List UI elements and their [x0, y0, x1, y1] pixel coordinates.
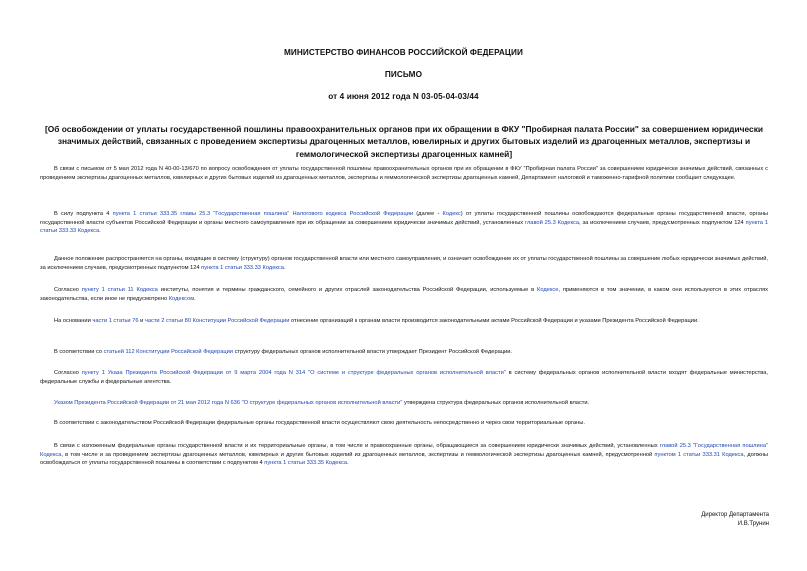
signature-block [701, 511, 769, 528]
paragraph-text: , должны освобождаться от уплаты государственной пошлины в соответствии с подпунктом 4 [40, 451, 769, 467]
paragraph-5 [40, 317, 768, 326]
paragraph-8 [40, 399, 768, 408]
link-constitution-article-80[interactable]: части 2 статьи 80 Конституции Российской Федерации [144, 318, 290, 324]
paragraph-text: На основании [54, 318, 93, 324]
link-constitution-article-112[interactable]: статьей 112 Конституции Российской Федерации [103, 349, 233, 355]
paragraph-text: В связи с изложенным федеральные органы государственной власти и их территориальные органы, в том числе и правоохранные органы, обращающиеся за совершением юридически значимых действий, установленных [54, 443, 660, 449]
link-article-333-33[interactable]: пункта 1 статьи 333.33 Кодекса [40, 219, 768, 235]
document-type: ПИСЬМО [384, 70, 423, 79]
link-constitution-article-76[interactable]: части 1 статьи 76 [92, 318, 139, 324]
paragraph-text: ) от уплаты государственной пошлины освобождаются федеральные органы государственной власти, органы государственной власти субъектов Российской Федерации и органы местного самоуправления при их обращении за совершением юридически значимых действий, установленных [40, 211, 769, 226]
signer-name: И.В.Трунин [737, 520, 769, 527]
paragraph-text: . [194, 295, 196, 302]
paragraph-text: институты, понятия и термины гражданского, семейного и других отраслей законодательства Российской Федерации, используемые в [157, 287, 537, 293]
link-code[interactable]: Кодексом [168, 295, 195, 302]
paragraph-text: в систему федеральных органов исполнительной власти входят федеральные министерства, федеральные службы и федеральные агентства. [40, 370, 768, 385]
link-decree-636[interactable]: Указом Президента Российской Федерации от 21 мая 2012 года N 636 "О структуре федеральных органов исполнительной власти" [54, 400, 403, 406]
paragraph-text: утверждена структура федеральных органов исполнительной власти. [402, 400, 590, 406]
paragraph-3 [40, 255, 768, 272]
paragraph-text: отнесение организаций к органам власти производится законодательными актами Российской Федерации и указами Президента Российской Федерации. [289, 318, 699, 324]
paragraph-6 [40, 348, 768, 357]
document-subject: [Об освобождении от уплаты государственной пошлины правоохранительных органов при их обращении в ФКУ "Пробирная палата России" за совершением юридически значимых действий, связанных с проведением экспертизы драгоценных металлов, ювелирных и других бытовых изделий из драгоценных металлов, экспертизы и геммологической экспертизы драгоценных камней] [44, 124, 764, 159]
paragraph-10 [40, 442, 768, 468]
link-decree-314[interactable]: пункту 1 Указа Президента Российской Федерации от 9 марта 2004 года N 314 "О системе и структуре федеральных органов исполнительной власти" [81, 370, 506, 376]
link-article-333-33[interactable]: пункта 1 статьи 333.33 Кодекса [201, 264, 284, 271]
paragraph-text: В связи с письмом от 5 мая 2012 года N 40-00-13/670 по вопросу освобождения от уплаты государственной пошлины правоохранительных органов при их обращении в ФКУ "Пробирная палата России" за совершением юридически значимых действий, связанных с проведением экспертизы драгоценных металлов, ювелирных и других бытовых изделий из драгоценных металлов, экспертизы и геммологической экспертизы драгоценных камней, Департамент налоговой и таможенно-тарифной политики сообщает следующее. [40, 166, 768, 181]
paragraph-text: . [347, 460, 349, 467]
link-article-333-35[interactable]: пункта 1 статьи 333.35 Кодекса [264, 460, 348, 467]
paragraph-text: Согласно [54, 370, 82, 376]
link-chapter-25-3[interactable]: главой 25.3 Кодекса [525, 219, 580, 226]
link-tax-code-article-333-35[interactable]: пункта 1 статьи 333.35 главы 25.3 "Государственная пошлина" Налогового кодекса Российской Федерации [112, 211, 414, 217]
link-code[interactable]: Кодекс [442, 211, 461, 217]
link-article-333-31[interactable]: пунктом 1 статьи 333.31 Кодекса [654, 451, 744, 458]
paragraph-text: Данное положение распространяется на органы, входящие в систему (структуру) органов государственной власти или местного самоуправления, и означает освобождение их от уплаты государственной пошлины за совершение любых юридически значимых действий, за исключением случаев, предусмотренных подпунктом 124 [40, 256, 769, 271]
paragraph-text: структуру федеральных органов исполнительной власти утверждает Президент Российской Федерации. [232, 349, 512, 355]
link-article-11[interactable]: пункту 1 статьи 11 Кодекса [81, 287, 158, 293]
link-chapter-25-3[interactable]: главой 25.3 "Государственная пошлина" Кодекса [40, 443, 768, 458]
document-date-number: от 4 июня 2012 года N 03-05-04-03/44 [328, 92, 479, 101]
paragraph-text: и [138, 318, 145, 324]
paragraph-text: . [99, 228, 101, 235]
paragraph-text: Согласно [54, 287, 82, 293]
paragraph-9 [40, 419, 768, 428]
paragraph-text: , за исключением случаев, предусмотренных подпунктом 124 [579, 219, 746, 226]
link-code[interactable]: Кодексе [537, 287, 559, 293]
paragraph-2 [40, 210, 768, 236]
paragraph-1 [40, 165, 768, 182]
paragraph-text: В соответствии со [54, 349, 104, 355]
paragraph-text: . [283, 264, 286, 271]
paragraph-text: , применяются в том значении, в каком они используются в этих отраслях законодательства, если иное не предусмотрено [40, 287, 769, 302]
paragraph-text: , в том числе и за проведением экспертизы драгоценных металлов, ювелирных и других бытовых изделий из драгоценных металлов, экспертизы и геммологической экспертизы драгоценных камней, предусмотренной [61, 451, 655, 458]
paragraph-text: В соответствии с законодательством Российской Федерации федеральные органы государственной власти осуществляют свою деятельность непосредственно и через свои территориальные органы. [54, 420, 585, 426]
paragraph-text: В силу подпункта 4 [54, 211, 113, 217]
signer-position: Директор Департамента [701, 512, 769, 518]
ministry-title: МИНИСТЕРСТВО ФИНАНСОВ РОССИЙСКОЙ ФЕДЕРАЦИИ [284, 48, 523, 57]
paragraph-4 [40, 286, 768, 303]
paragraph-7 [40, 369, 768, 386]
paragraph-text: (далее - [413, 211, 443, 217]
